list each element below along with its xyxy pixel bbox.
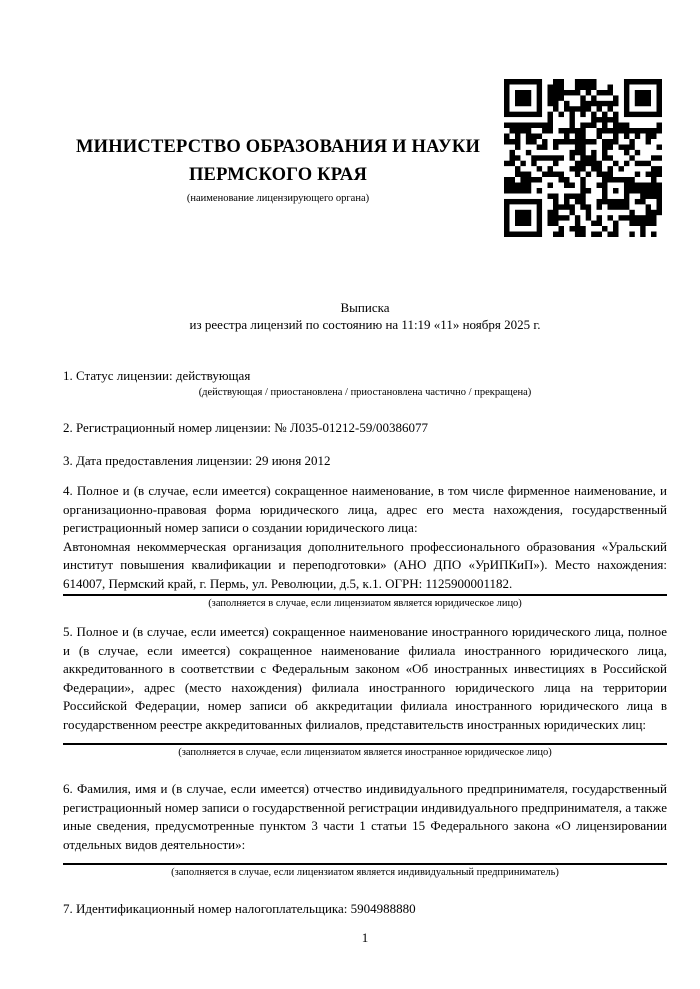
field-individual-entrepreneur [63, 780, 667, 865]
field-license-status: 1. Статус лицензии: действующая [63, 368, 251, 383]
license-status-hint: (действующая / приостановлена / приостановлена частично / прекращена) [198, 387, 532, 398]
field-taxpayer-id: 7. Идентификационный номер налогоплательщика: 5904988880 [63, 901, 416, 916]
foreign-entity-fill-line [63, 734, 667, 745]
field-legal-entity [63, 482, 667, 596]
individual-entrepreneur-caption: (заполняется в случае, если лицензиатом является индивидуальный предприниматель) [171, 867, 559, 878]
qr-code-icon [504, 79, 662, 237]
legal-entity-caption: (заполняется в случае, если лицензиатом является юридическое лицо) [208, 598, 522, 609]
individual-entrepreneur-fill-line [63, 854, 667, 865]
document-title-line1: Выписка [340, 300, 390, 315]
field-registration-number: 2. Регистрационный номер лицензии: № Л035-01212-59/00386077 [63, 420, 429, 435]
ministry-name-line1: МИНИСТЕРСТВО ОБРАЗОВАНИЯ И НАУКИ [75, 137, 481, 157]
document-title-line2: из реестра лицензий по состоянию на 11:19 «11» ноября 2025 г. [189, 316, 541, 332]
legal-entity-question: 4. Полное и (в случае, если имеется) сокращенное наименование, в том числе фирменное наименование, и организационно-правовая форма юридического лица, адрес его места нахождения, государственный регистрационный номер записи о создании юридического лица: [63, 483, 667, 535]
licensing-authority [63, 133, 493, 206]
individual-entrepreneur-question: 6. Фамилия, имя и (в случае, если имеется) отчество индивидуального предпринимателя, государственный регистрационный номер записи о государственной регистрации индивидуального предпринимателя, а также иные сведения, предусмотренные пунктом 3 части 1 статьи 15 Федерального закона «О лицензировании отдельных видов деятельности»: [63, 781, 667, 852]
foreign-entity-caption: (заполняется в случае, если лицензиатом является иностранное юридическое лицо) [178, 747, 552, 758]
field-foreign-entity [63, 623, 667, 745]
document-title [63, 300, 667, 333]
field-grant-date: 3. Дата предоставления лицензии: 29 июня 2012 [63, 453, 331, 468]
ministry-name-line2: ПЕРМСКОГО КРАЯ [188, 165, 368, 185]
ministry-name-caption: (наименование лицензирующего органа) [186, 193, 370, 204]
foreign-entity-question: 5. Полное и (в случае, если имеется) сокращенное наименование иностранного юридического лица, полное и (в случае, если имеется) сокращенное наименование филиала иностранного юридического лица, аккредитованного в соответствии с Федеральным законом «Об иностранных инвестициях в Российской Федерации», адрес (место нахождения) филиала иностранного юридического лица на территории Российской Федерации, номер записи об аккредитации филиала иностранного юридического лица в государственном реестре аккредитованных филиалов, представительств иностранных юридических лиц: [63, 624, 667, 732]
legal-entity-answer: Автономная некоммерческая организация дополнительного профессионального образования «Уральский институт повышения квалификации и переподготовки» (АНО ДПО «УрИПКиП»). Место нахождения: 614007, Пермский край, г. Пермь, ул. Революции, д.5, к.1. ОГРН: 1125900001182. [63, 538, 667, 591]
page-number: 1 [361, 930, 369, 945]
